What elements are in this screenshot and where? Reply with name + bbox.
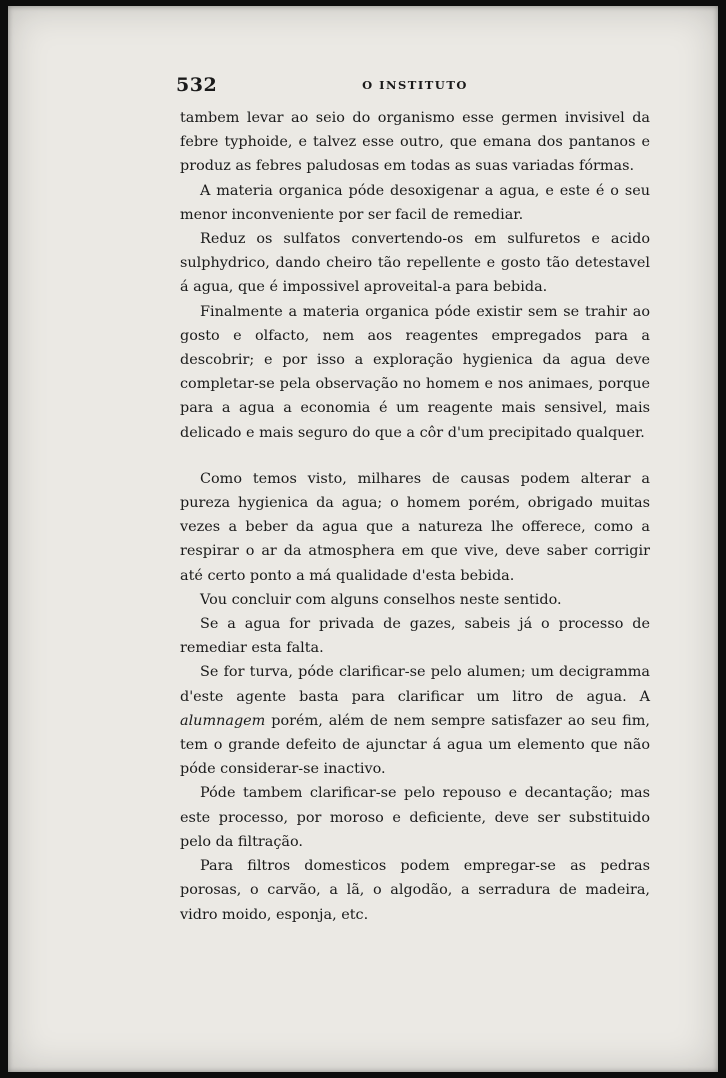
turbid-italic-term: alumnagem bbox=[180, 712, 266, 729]
paragraph-finally: Finalmente a materia organica póde existir sem se trahir ao gosto e olfacto, nem aos reagentes empregados para a descobrir; e por isso a exploração hygienica da agua deve completar-se pela observação no homem e nos animaes, porque para a agua a economia é um reagente mais sensivel, mais delicado e mais seguro do que a côr d'um precipitado qualquer. bbox=[180, 303, 650, 441]
paragraph-gases: Se a agua for privada de gazes, sabeis já o processo de remediar esta falta. bbox=[180, 616, 650, 657]
turbid-text-start: Se for turva, póde clarificar-se pelo alumen; um decigramma d'este agente basta para clarificar um litro de agua. A bbox=[180, 664, 650, 705]
paragraph-sulfates: Reduz os sulfatos convertendo-os em sulfuretos e acido sulphydrico, dando cheiro tão repellente e gosto tão detestavel á agua, que é impossivel aproveital-a para bebida. bbox=[180, 231, 650, 296]
scanned-page bbox=[8, 6, 718, 1072]
running-title: O INSTITUTO bbox=[362, 78, 468, 92]
page-content bbox=[176, 72, 650, 927]
paragraph-organic-matter: A materia organica póde desoxigenar a agua, e este é o seu menor inconveniente por ser facil de remediar. bbox=[180, 182, 650, 223]
section-gap bbox=[180, 445, 650, 467]
paragraph-turbid bbox=[180, 660, 650, 781]
paragraph-filters: Para filtros domesticos podem empregar-se as pedras porosas, o carvão, a lã, o algodão, a serradura de madeira, vidro moido, esponja, etc. bbox=[180, 858, 650, 923]
paragraph-continuation: tambem levar ao seio do organismo esse germen invisivel da febre typhoide, e talvez esse outro, que emana dos pantanos e produz as febres paludosas em todas as suas variadas fórmas. bbox=[180, 110, 650, 175]
page-header bbox=[176, 72, 650, 98]
paragraph-conclude: Vou concluir com alguns conselhos neste sentido. bbox=[200, 591, 562, 608]
paragraph-causes: Como temos visto, milhares de causas podem alterar a pureza hygienica da agua; o homem porém, obrigado muitas vezes a beber da agua que a natureza lhe offerece, como a respirar o ar da atmosphera em que vive, deve saber corrigir até certo ponto a má qualidade d'esta bebida. bbox=[180, 470, 650, 584]
turbid-text-end: porém, além de nem sempre satisfazer ao seu fim, tem o grande defeito de ajunctar á agua um elemento que não póde considerar-se inactivo. bbox=[180, 712, 650, 778]
paragraph-decantation: Póde tambem clarificar-se pelo repouso e decantação; mas este processo, por moroso e deficiente, deve ser substituido pelo da filtração. bbox=[180, 785, 650, 850]
page-number: 532 bbox=[176, 74, 218, 96]
